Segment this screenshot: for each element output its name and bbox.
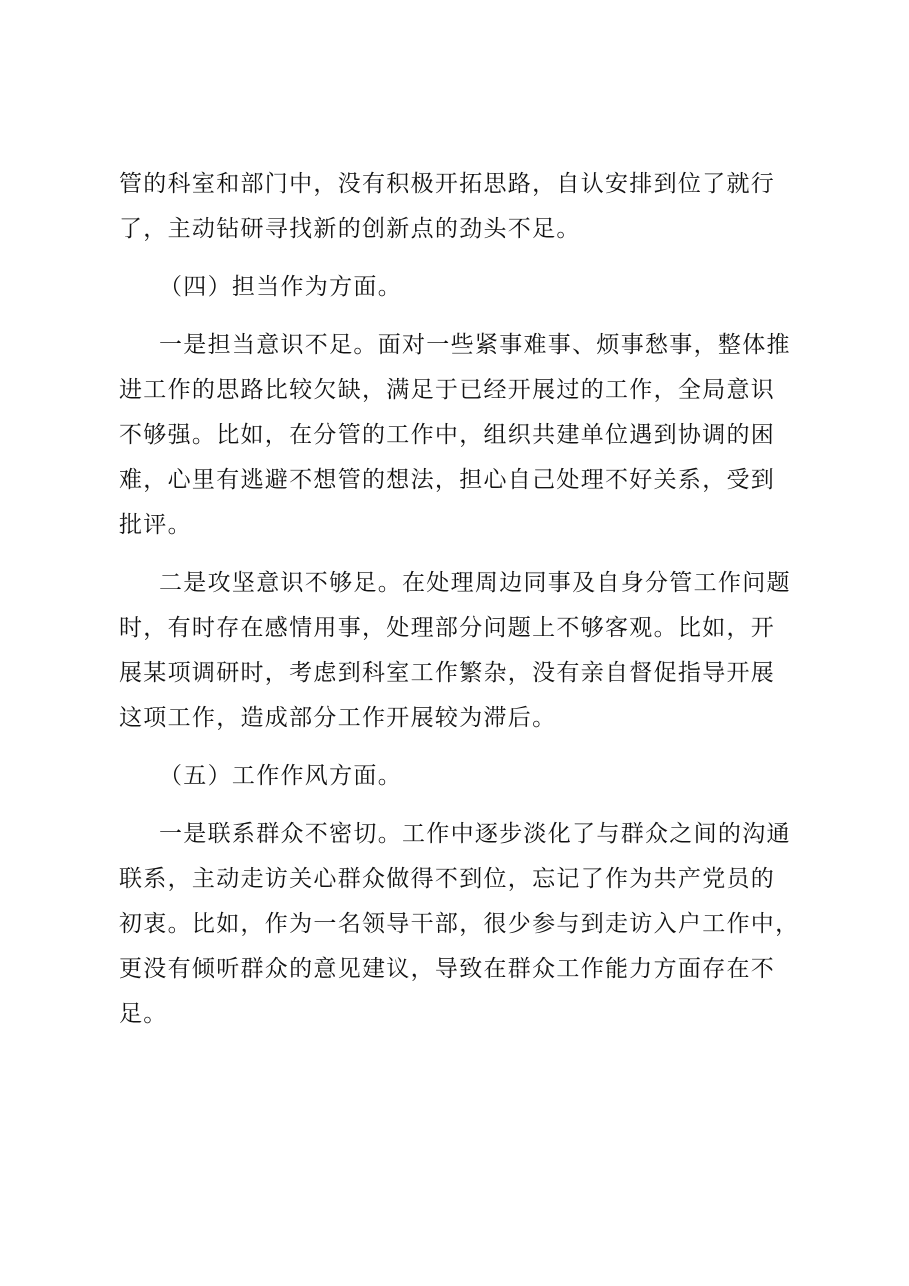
paragraph-responsibility-awareness (119, 323, 799, 548)
paragraph-line: 难，心里有逃避不想管的想法，担心自己处理不好关系，受到 (119, 467, 776, 493)
section-heading: （五）工作作风方面。 (159, 763, 402, 789)
section-heading: （四）担当作为方面。 (159, 274, 402, 300)
paragraph-line: 二是攻坚意识不够足。在处理周边同事及自身分管工作问题 (159, 570, 791, 596)
paragraph-line: 更没有倾听群众的意见建议，导致在群众工作能力方面存在不 (119, 956, 776, 982)
paragraph-mass-contact (119, 812, 799, 1037)
paragraph-line: 足。 (119, 1001, 168, 1027)
paragraph-line: 不够强。比如，在分管的工作中，组织共建单位遇到协调的困 (119, 422, 776, 448)
paragraph-line: 一是担当意识不足。面对一些紧事难事、烦事愁事，整体推 (159, 332, 791, 358)
paragraph-line: 管的科室和部门中，没有积极开拓思路，自认安排到位了就行 (119, 171, 776, 197)
paragraph-line: 这项工作，造成部分工作开展较为滞后。 (119, 705, 557, 731)
section-heading-responsibility (119, 265, 799, 310)
paragraph-line: 批评。 (119, 512, 192, 538)
paragraph-line: 进工作的思路比较欠缺，满足于已经开展过的工作，全局意识 (119, 377, 776, 403)
section-heading-work-style (119, 754, 799, 799)
paragraph-tackling-awareness (119, 561, 799, 741)
paragraph-line: 初衷。比如，作为一名领导干部，很少参与到走访入户工作中， (119, 911, 800, 937)
paragraph-line: 了，主动钻研寻找新的创新点的劲头不足。 (119, 216, 581, 242)
paragraph-line: 联系，主动走访关心群众做得不到位，忘记了作为共产党员的 (119, 866, 776, 892)
paragraph-continued (119, 162, 799, 252)
document-body (119, 162, 799, 1050)
paragraph-line: 一是联系群众不密切。工作中逐步淡化了与群众之间的沟通 (159, 821, 791, 847)
paragraph-line: 时，有时存在感情用事，处理部分问题上不够客观。比如，开 (119, 615, 776, 641)
paragraph-line: 展某项调研时，考虑到科室工作繁杂，没有亲自督促指导开展 (119, 660, 776, 686)
